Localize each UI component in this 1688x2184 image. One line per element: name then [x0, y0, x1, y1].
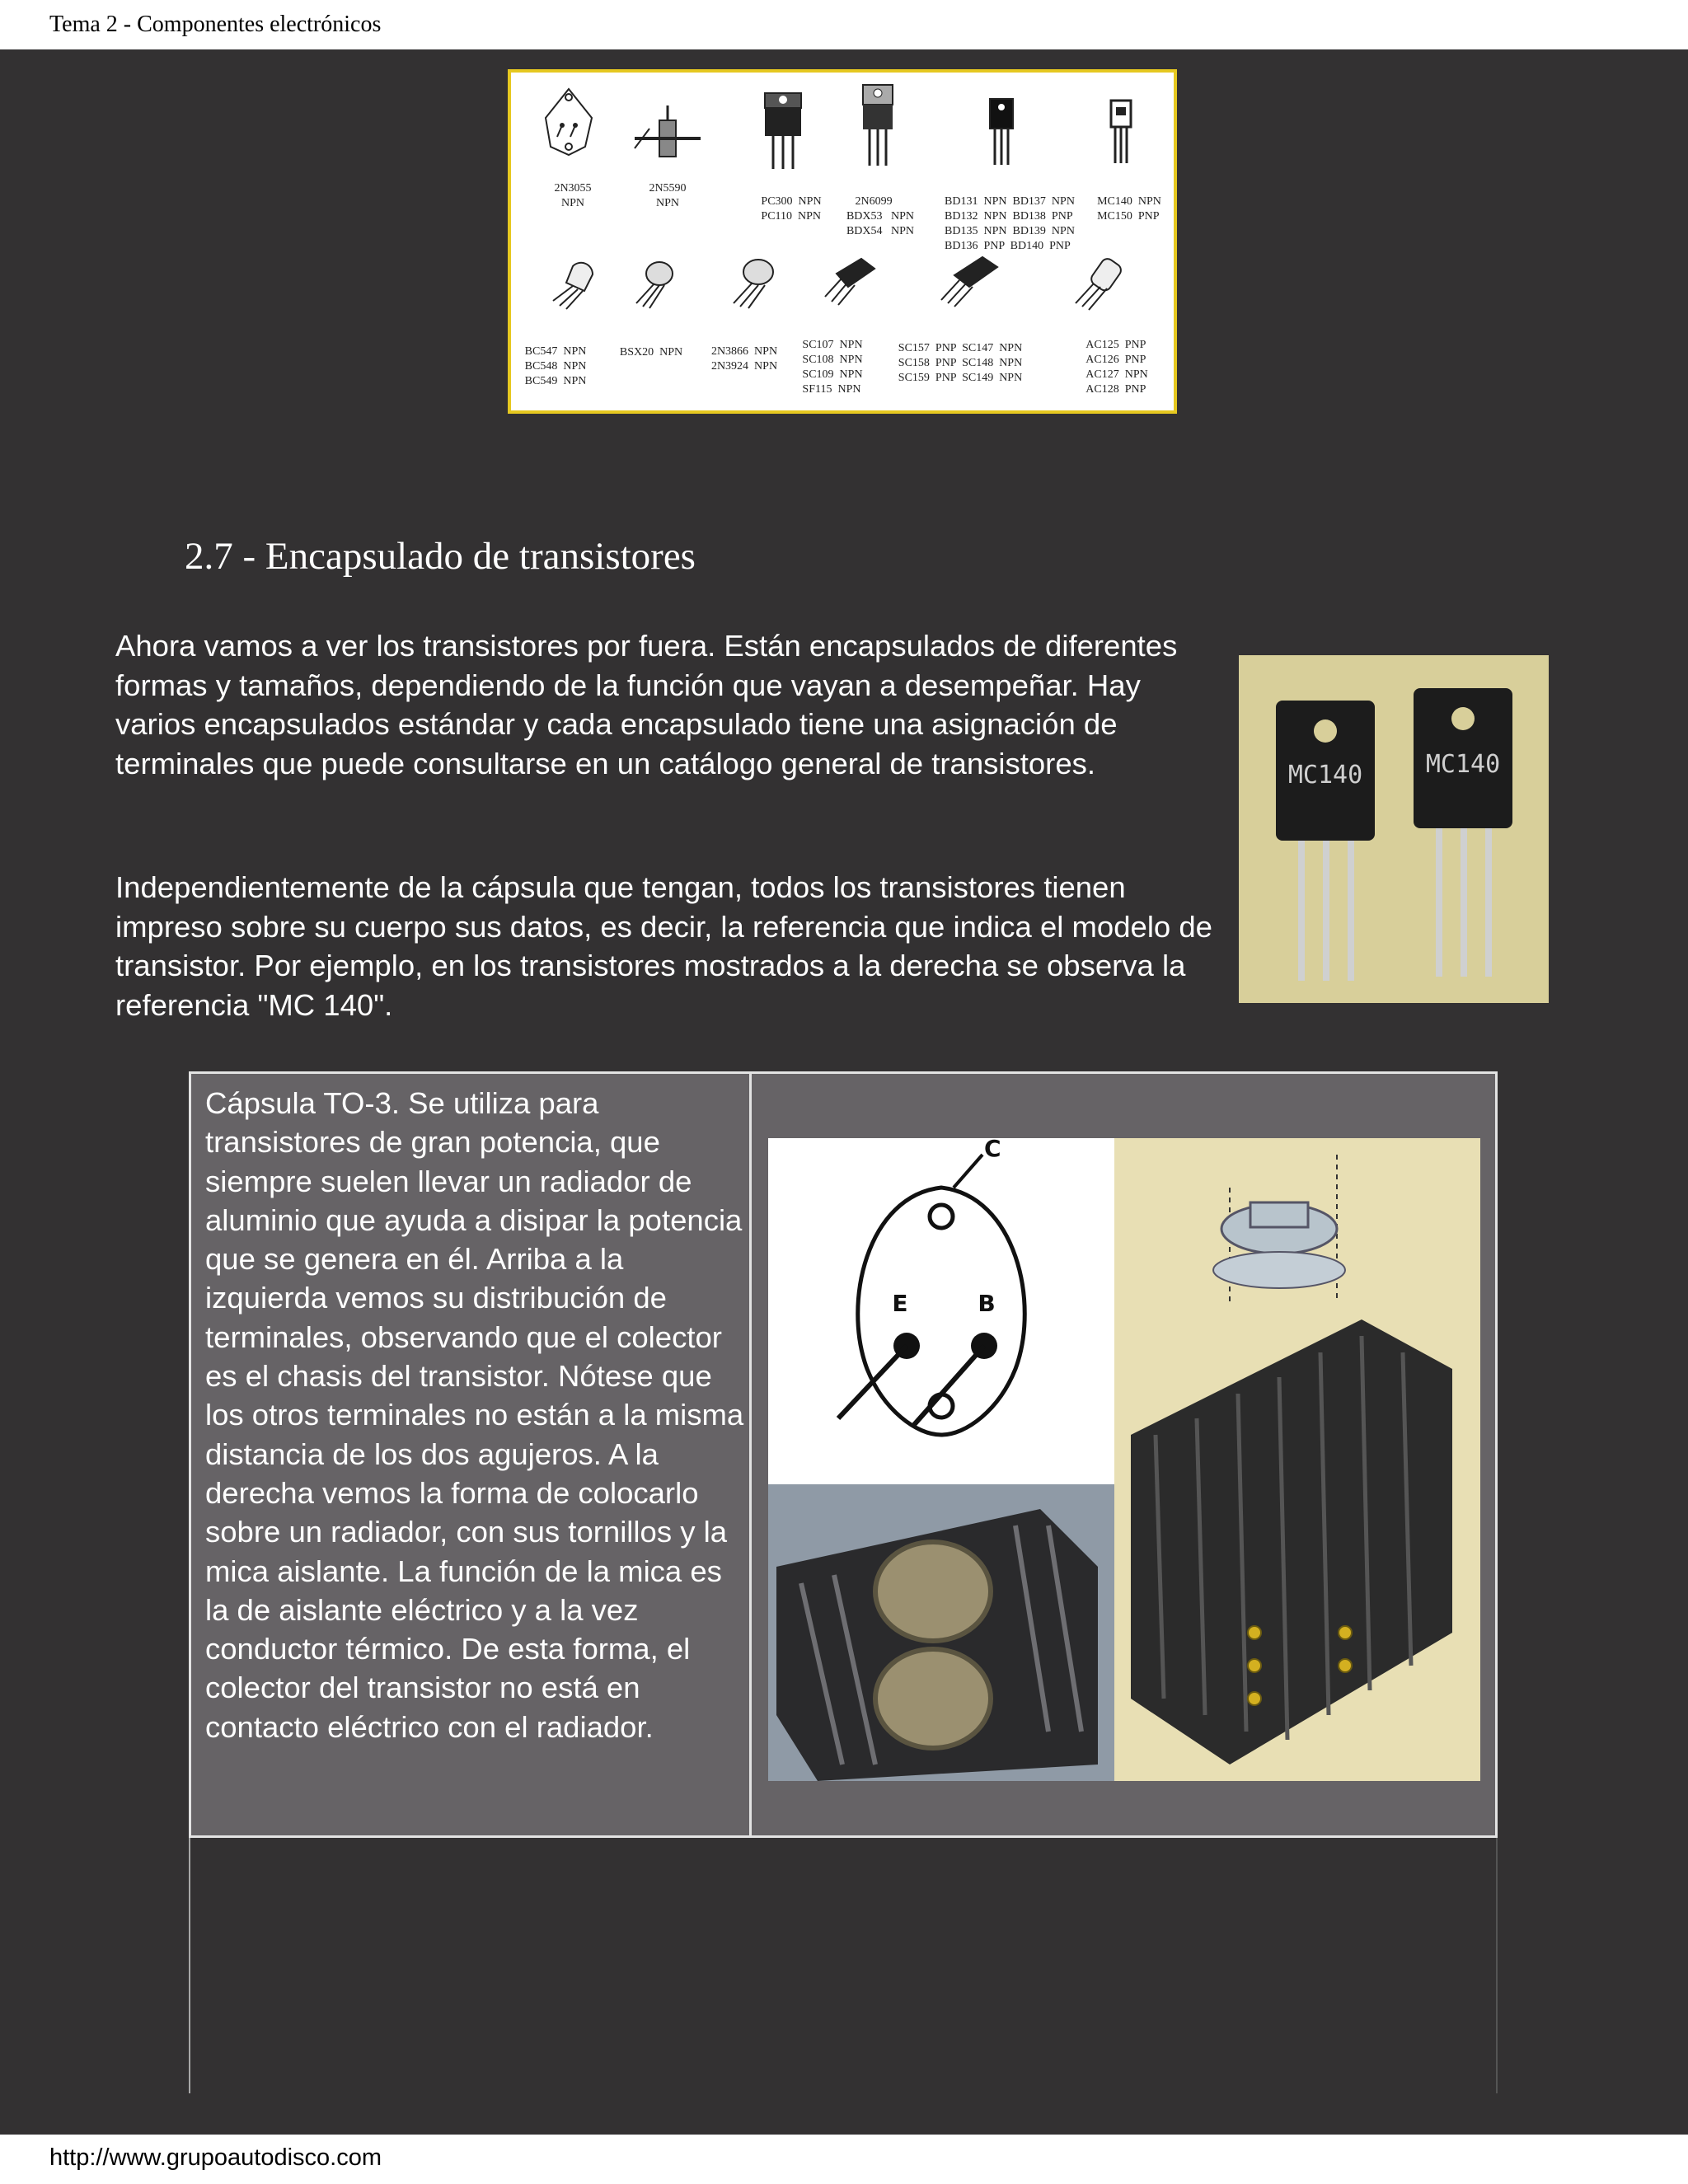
catalog-label: BSX20 NPN: [619, 346, 683, 359]
catalog-label: AC125 PNP AC126 PNP AC127 NPN AC128 PNP: [1085, 339, 1148, 396]
to3-package-icon: [546, 89, 592, 155]
catalog-item: [699, 344, 790, 374]
to3-heatsink-photo: [768, 1484, 1114, 1781]
pin-c-label: C: [984, 1138, 1001, 1162]
to3-images: [768, 1138, 1480, 1781]
catalog-item: [540, 181, 606, 211]
transistor-catalog-figure: [508, 69, 1177, 414]
to3-table: [189, 1071, 1498, 1838]
catalog-label: BC547 NPN BC548 NPN BC549 NPN: [524, 345, 587, 387]
catalog-label: SC107 NPN SC108 NPN SC109 NPN SF115 NPN: [802, 339, 863, 396]
section-title: 2.7 - Encapsulado de transistores: [185, 535, 696, 578]
to220-package-icon: [863, 85, 893, 166]
catalog-label: 2N5590 NPN: [649, 182, 687, 209]
to126-small-package-icon: [1111, 101, 1131, 163]
page-header: [0, 0, 1688, 49]
transistor-marking: MC140: [1287, 761, 1363, 790]
flat-wide-package-icon: [941, 257, 997, 307]
pin-e-label: E: [892, 1290, 908, 1317]
heatsink-assembly-drawing: [1114, 1138, 1480, 1781]
catalog-label: 2N3866 NPN 2N3924 NPN: [710, 345, 778, 373]
catalog-label: 2N6099 BDX53 NPN BDX54 NPN: [846, 195, 915, 237]
catalog-item: [923, 194, 1096, 254]
to39-package-icon: [734, 260, 773, 308]
marking-paragraph: Independientemente de la cápsula que tengan, todos los transistores tienen impreso sobre su cuerpo sus datos, es decir, la referencia que indica el modelo de transistor. Por ejemplo, en los transistores mostrados a la derecha se observa la referencia "MC 140".: [115, 870, 1212, 1022]
footer-url[interactable]: http://www.grupoautodisco.com: [49, 2144, 382, 2171]
to3-description: Cápsula TO-3. Se utiliza para transistores de gran potencia, que siempre suelen llevar un radiador de aluminio que ayuda a disipar la potencia que se genera en él. Arriba a la izquierda vemos su distribución de terminales, observando que el colector es el chasis del transistor. Nótese que los otros terminales no están a la misma distancia de los dos agujeros. A la derecha vemos la forma de colocarlo sobre un radiador, con sus tornillos y la mica aislante. La función de la mica es la de aislante eléctrico y a la vez conductor térmico. De esta forma, el colector del transistor no está en contacto eléctrico con el radiador.: [205, 1086, 744, 1744]
catalog-item: [514, 344, 597, 389]
catalog-item: [610, 344, 692, 360]
to3-pinout-diagram: [768, 1138, 1114, 1484]
catalog-label: BD131 NPN BD137 NPN BD132 NPN BD138 PNP BD135 NPN BD139 NPN BD136 PNP BD140 PNP: [945, 195, 1075, 252]
stud-package-icon: [635, 105, 701, 157]
table-empty-area: [189, 1838, 1498, 2093]
transistor-marking: MC140: [1425, 750, 1501, 779]
pin-b-label: B: [978, 1290, 996, 1317]
catalog-item: [839, 194, 921, 239]
catalog-label: PC300 NPN PC110 NPN: [761, 195, 822, 223]
catalog-item: [874, 341, 1047, 386]
catalog-item: [635, 181, 701, 211]
catalog-item: [791, 338, 874, 397]
table-divider: [749, 1074, 752, 1835]
to92-package-icon: [553, 263, 593, 309]
to126-package-icon: [990, 99, 1013, 165]
catalog-label: SC157 PNP SC147 NPN SC158 PNP SC148 NPN SC159 PNP SC149 NPN: [898, 342, 1023, 384]
to1-package-icon: [1076, 256, 1123, 310]
catalog-item: [1088, 194, 1170, 224]
flat-package-icon: [825, 259, 874, 305]
header-title: Tema 2 - Componentes electrónicos: [49, 12, 382, 37]
intro-paragraph: Ahora vamos a ver los transistores por fuera. Están encapsulados de diferentes formas y tamaños, dependiendo de la función que vayan a desempeñar. Hay varios encapsulados estándar y cada encapsulado tiene una asignación de terminales que puede consultarse en un catálogo general de transistores.: [115, 629, 1178, 780]
to218-package-icon: [765, 93, 801, 169]
page-footer: [0, 2135, 1688, 2184]
catalog-label: MC140 NPN MC150 PNP: [1097, 195, 1161, 223]
catalog-label: 2N3055 NPN: [554, 182, 592, 209]
mc140-transistors-photo: [1239, 655, 1549, 1003]
catalog-item: [750, 194, 832, 224]
to18-package-icon: [636, 262, 673, 308]
catalog-item: [1071, 338, 1162, 397]
